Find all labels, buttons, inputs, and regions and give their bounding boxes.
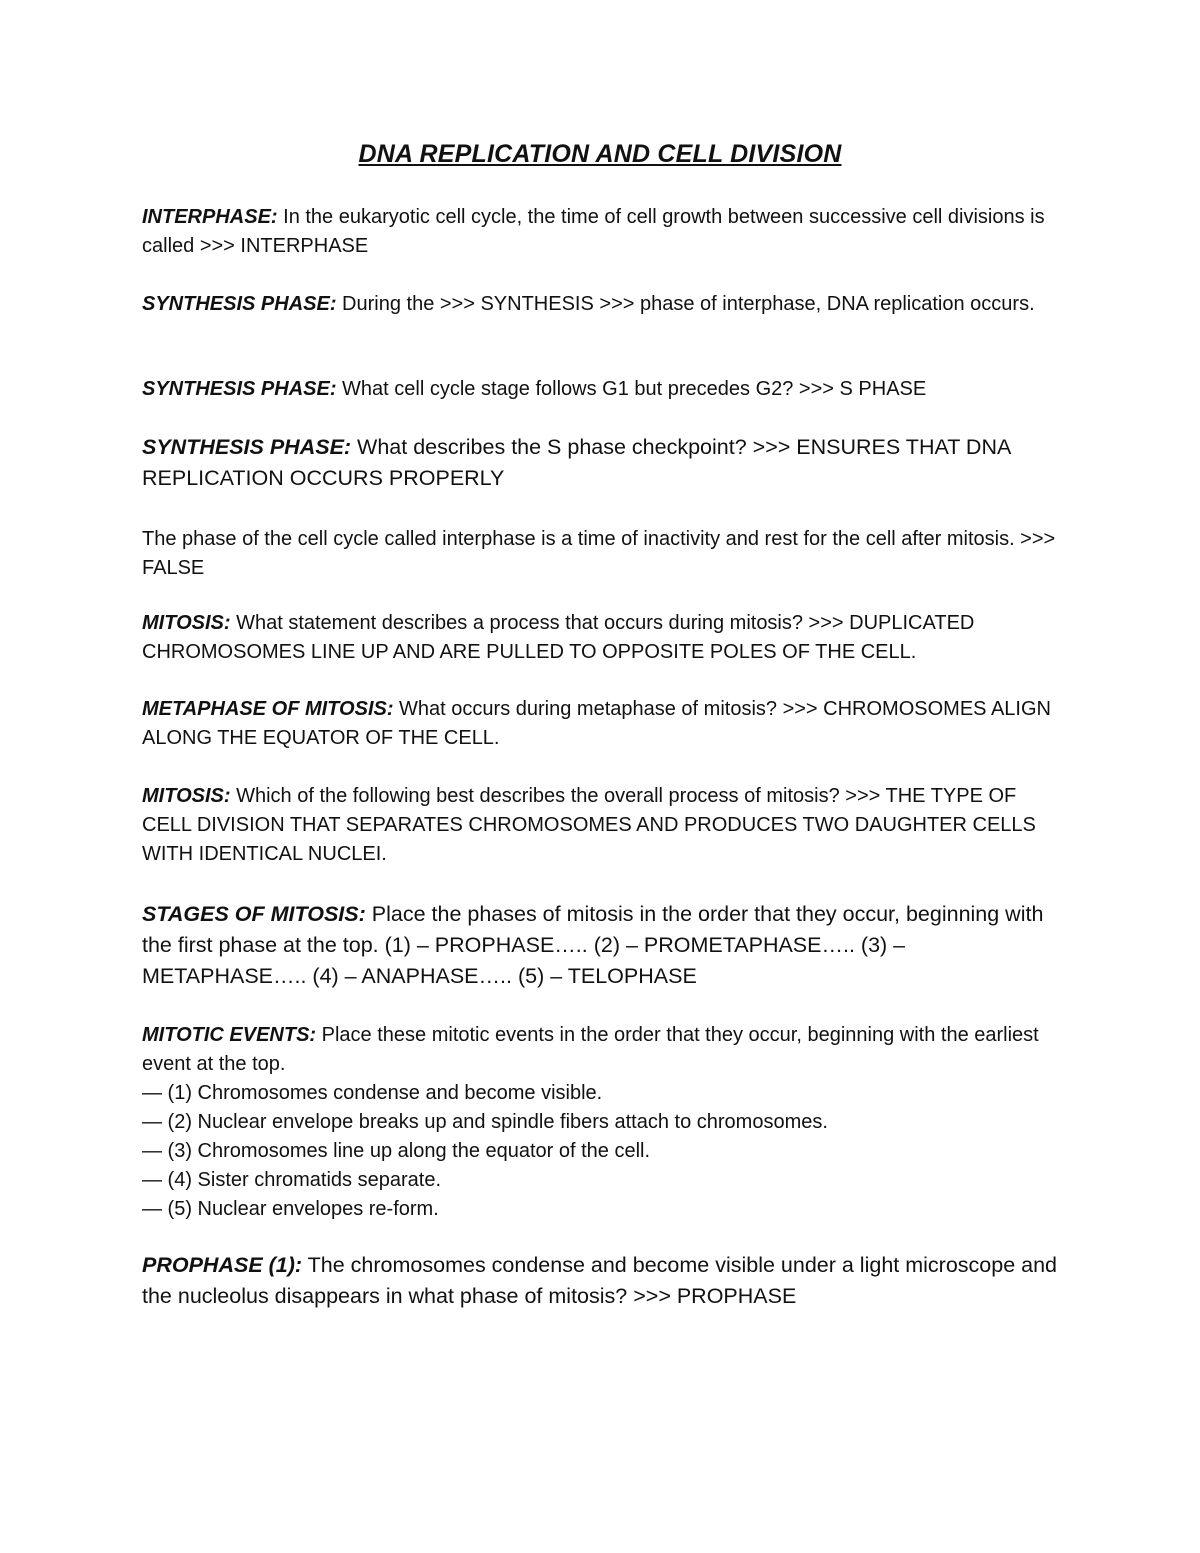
entry-text: Place these mitotic events in the order that they occur, beginning with the earliest event at the top.	[142, 1024, 1039, 1075]
entry-text: Which of the following best describes the overall process of mitosis? >>> THE TYPE OF CELL DIVISION THAT SEPARATES CHROMOSOMES AND PRODUCES TWO DAUGHTER CELLS WITH IDENTICAL NUCLEI.	[142, 785, 1036, 865]
list-item: — (1) Chromosomes condense and become visible.	[142, 1082, 603, 1104]
entry-label: INTERPHASE:	[142, 206, 278, 228]
entry-stages-of-mitosis	[142, 899, 1062, 992]
page-title: DNA REPLICATION AND CELL DIVISION	[358, 140, 842, 168]
entry-label: SYNTHESIS PHASE:	[142, 435, 352, 459]
entry-text: What describes the S phase checkpoint? >>> ENSURES THAT DNA REPLICATION OCCURS PROPERLY	[142, 435, 1011, 490]
entry-label: STAGES OF MITOSIS:	[142, 902, 366, 926]
entry-text: What cell cycle stage follows G1 but precedes G2? >>> S PHASE	[336, 378, 927, 400]
entry-text: Place the phases of mitosis in the order that they occur, beginning with the first phase at the top. (1) – PROPHASE….. (2) – PROMETAPHASE….. (3) – METAPHASE….. (4) – ANAPHASE….. (5) – TELOPHASE	[142, 902, 1044, 988]
entry-text: In the eukaryotic cell cycle, the time of cell growth between successive cell divisions is called >>> INTERPHASE	[142, 206, 1045, 257]
entry-interphase	[142, 203, 1062, 261]
entry-prophase	[142, 1250, 1062, 1312]
entry-interphase-false	[142, 525, 1062, 583]
entry-text: The phase of the cell cycle called interphase is a time of inactivity and rest for the cell after mitosis. >>> FALSE	[142, 528, 1056, 579]
entry-mitotic-events	[142, 1021, 1062, 1224]
entry-label: MITOSIS:	[142, 612, 231, 634]
entry-label: SYNTHESIS PHASE:	[142, 293, 337, 315]
entry-mitosis-2	[142, 782, 1062, 869]
entry-label: MITOTIC EVENTS:	[142, 1024, 317, 1046]
entry-label: SYNTHESIS PHASE:	[142, 378, 337, 400]
list-item: — (2) Nuclear envelope breaks up and spindle fibers attach to chromosomes.	[142, 1111, 828, 1133]
entry-label: METAPHASE OF MITOSIS:	[142, 698, 394, 720]
entry-text: During the >>> SYNTHESIS >>> phase of interphase, DNA replication occurs.	[336, 293, 1035, 315]
list-item: — (4) Sister chromatids separate.	[142, 1169, 441, 1191]
list-item: — (5) Nuclear envelopes re-form.	[142, 1198, 439, 1220]
entry-synthesis-phase-1	[142, 290, 1062, 319]
entry-text: What statement describes a process that occurs during mitosis? >>> DUPLICATED CHROMOSOMES LINE UP AND ARE PULLED TO OPPOSITE POLES OF THE CELL.	[142, 612, 975, 663]
entry-synthesis-phase-2	[142, 375, 1062, 404]
list-item: — (3) Chromosomes line up along the equator of the cell.	[142, 1140, 651, 1162]
entry-label: PROPHASE (1):	[142, 1253, 303, 1277]
entry-text: The chromosomes condense and become visible under a light microscope and the nucleolus disappears in what phase of mitosis? >>> PROPHASE	[142, 1253, 1057, 1308]
entry-synthesis-phase-3	[142, 432, 1062, 494]
entry-label: MITOSIS:	[142, 785, 231, 807]
entry-text: What occurs during metaphase of mitosis? >>> CHROMOSOMES ALIGN ALONG THE EQUATOR OF THE CELL.	[142, 698, 1051, 749]
entry-mitosis-1	[142, 609, 1062, 667]
entry-metaphase	[142, 695, 1062, 753]
